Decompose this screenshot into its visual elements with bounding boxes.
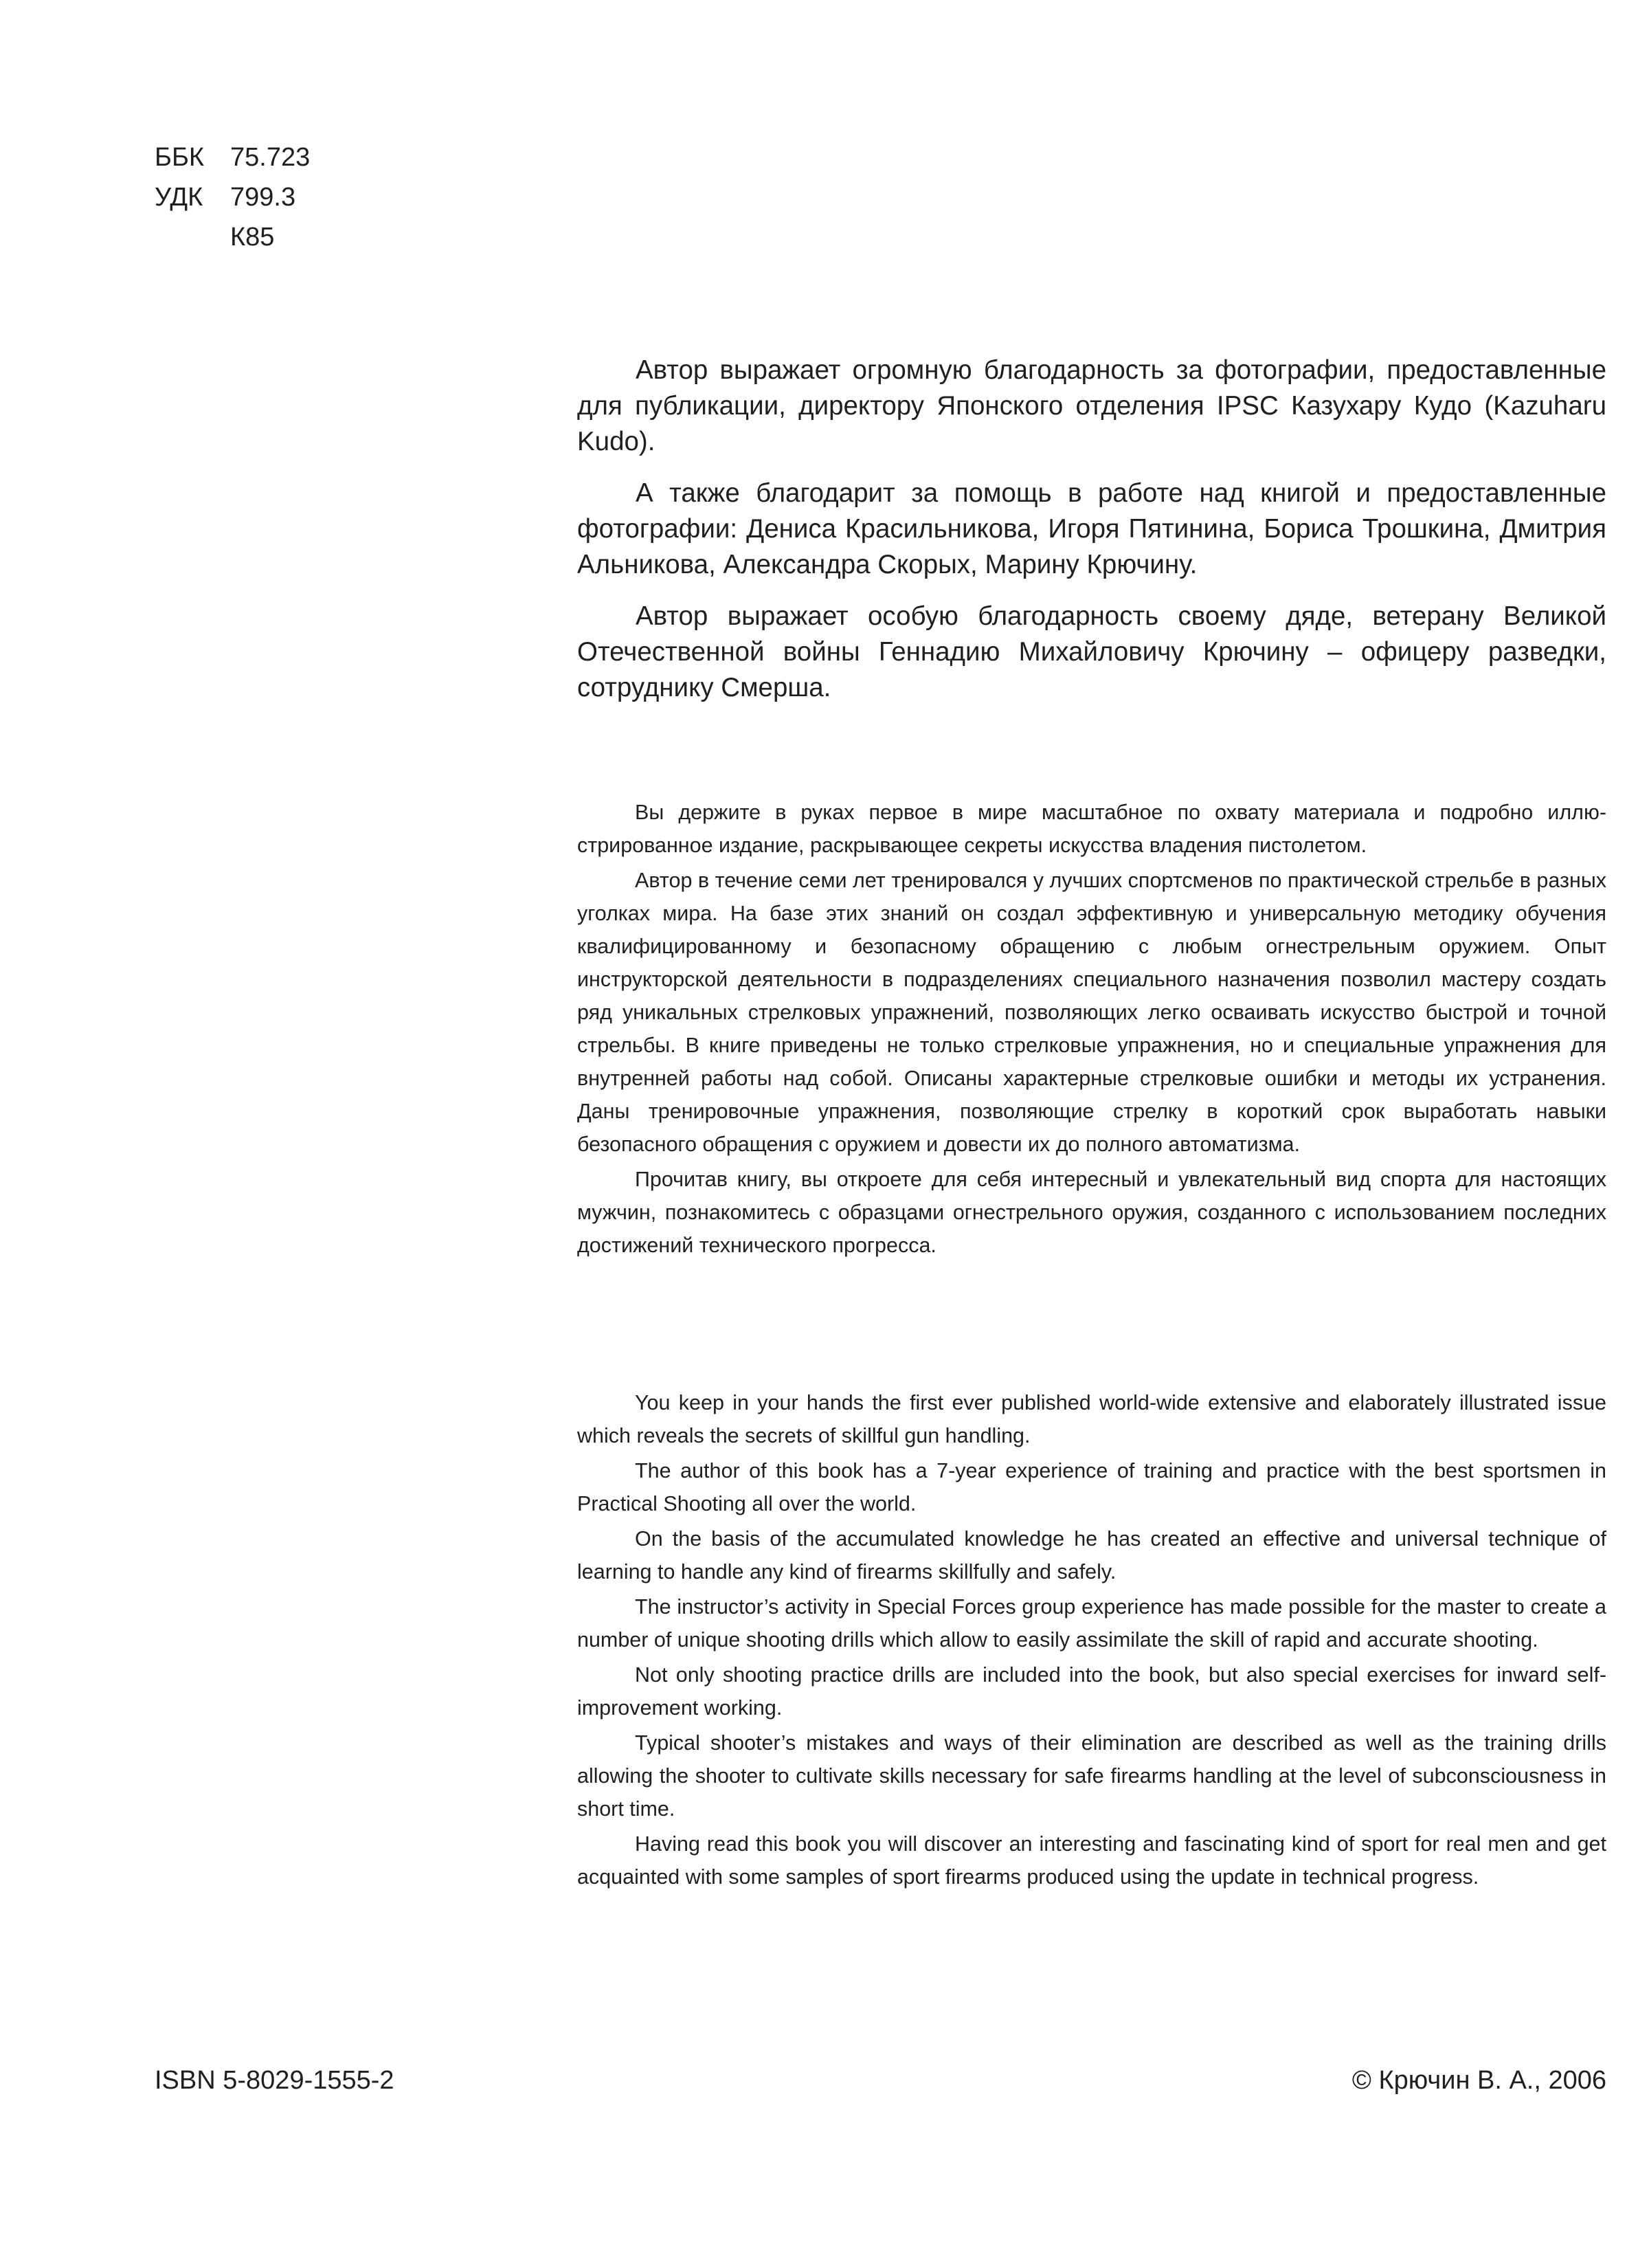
- bbk-label: ББК: [155, 143, 205, 172]
- library-classification: [155, 137, 310, 257]
- annotation-en-paragraph: You keep in your hands the first ever published world-wide extensive and elaborately illustrated issue which reveals the secrets of skillful gun handling.: [577, 1391, 1606, 1447]
- acknowledgement-paragraph: Автор выражает особую благодарность своему дяде, ветерану Великой Отечественной войны Геннадию Михайловичу Крючину – офицеру разведки, сотруднику Смерша.: [577, 601, 1606, 702]
- annotation-en-paragraph: On the basis of the accumulated knowledge he has created an effective and universal technique of learning to handle any kind of firearms skillfully and safely.: [577, 1527, 1606, 1583]
- acknowledgement-paragraph: А также благодарит за помощь в работе над книгой и предоставленные фотографии: Дениса Красильникова, Игоря Пятинина, Бориса Трошкина, Дмитрия Альникова, Александра Скорых, Марину Крючину.: [577, 478, 1606, 579]
- author-mark: К85: [230, 223, 275, 252]
- annotation-en-paragraph: The author of this book has a 7-year experience of training and practice with the best sportsmen in Practical Shooting all over the world.: [577, 1459, 1606, 1515]
- annotation-ru-paragraph: Вы держите в руках первое в мире масштабное по охвату материала и подробно иллюстрированное издание, раскрывающее секреты искусства владения пистолетом.: [577, 801, 1606, 857]
- annotation-ru-paragraph: Автор в течение семи лет тренировался у лучших спортсменов по практической стрельбе в разных уголках мира. На базе этих знаний он создал эффективную и универсальную методику обучения квалифицированному и безопасному обращению с любым огнестрельным оружием. Опыт инструкторской деятельности в подразделениях специального назначения позволил мастеру создать ряд уникальных стрелковых упражнений, позволяющих легко осваивать искусство быстрой и точной стрельбы. В книге приведены не только стрелковые упражнения, но и специальные упражнения для внутренней работы над собой. Описаны характерные стрелковые ошибки и методы их устранения. Даны тренировочные упражнения, позволяющие стрелку в короткий срок выработать навыки безопасного обращения с оружием и довести их до полного автоматизма.: [577, 869, 1606, 1156]
- annotation-english: [577, 1386, 1606, 1895]
- annotation-russian: [577, 796, 1606, 1264]
- udk-label: УДК: [155, 183, 203, 212]
- isbn: ISBN 5-8029-1555-2: [155, 2066, 394, 2095]
- annotation-en-paragraph: Typical shooter’s mistakes and ways of their elimination are described as well as the training drills allowing the shooter to cultivate skills necessary for safe firearms handling at the level of subconsciousness in short time.: [577, 1731, 1606, 1821]
- acknowledgements: [577, 353, 1606, 722]
- bbk-row: [155, 137, 310, 177]
- annotation-en-paragraph: Having read this book you will discover an interesting and fascinating kind of sport for real men and get acquainted with some samples of sport firearms produced using the update in technical progress.: [577, 1832, 1606, 1889]
- copyright-notice: © Крючин В. А., 2006: [1351, 2066, 1606, 2095]
- annotation-en-paragraph: Not only shooting practice drills are included into the book, but also special exercises for inward self-improvement working.: [577, 1663, 1606, 1720]
- udk-value: 799.3: [230, 183, 296, 212]
- acknowledgement-paragraph: Автор выражает огромную благодарность за фотографии, предоставленные для публикации, директору Японского отделения IPSC Казухару Кудо (Kazuharu Kudo).: [577, 355, 1606, 456]
- annotation-en-paragraph: The instructor’s activity in Special Forces group experience has made possible for the master to create a number of unique shooting drills which allow to easily assimilate the skill of rapid and accurate shooting.: [577, 1595, 1606, 1652]
- annotation-ru-paragraph: Прочитав книгу, вы откроете для себя интересный и увлекательный вид спорта для настоящих мужчин, познакомитесь с образцами огнестрельного оружия, созданного с использованием последних достижений технического прогресса.: [577, 1168, 1606, 1257]
- bbk-value: 75.723: [230, 143, 311, 172]
- author-mark-row: [155, 217, 310, 257]
- udk-row: [155, 177, 310, 217]
